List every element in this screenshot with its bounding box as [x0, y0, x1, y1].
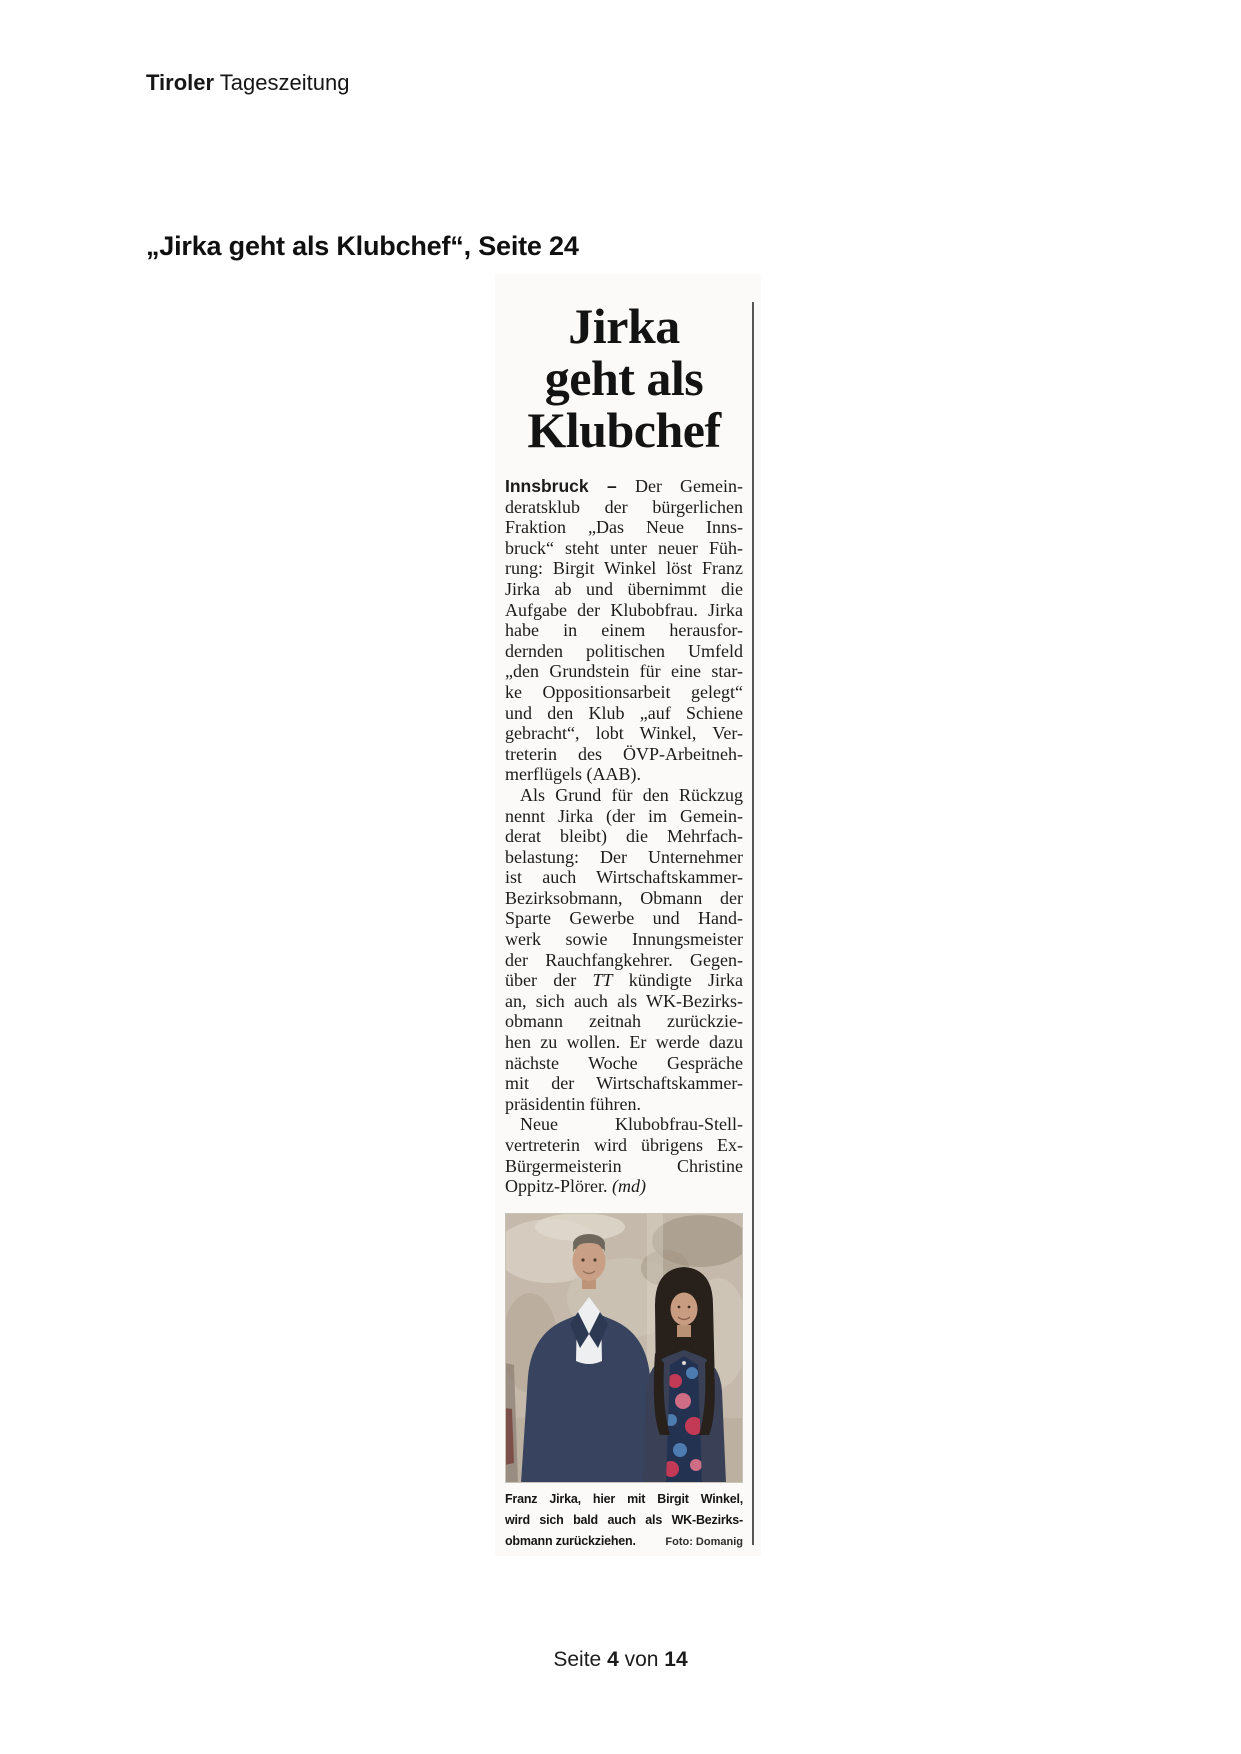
last-line-text: Oppitz-Plörer.: [505, 1176, 612, 1197]
body-line: gebracht“, lobt Winkel, Ver-: [505, 723, 743, 744]
paragraph-1-lines: [505, 497, 743, 785]
brand-regular: Tageszeitung: [214, 70, 350, 95]
body-line: Bezirksobmann, Obmann der: [505, 887, 743, 908]
footer-label-von: von: [624, 1648, 659, 1671]
tt-italic: TT: [592, 970, 613, 991]
article-headline-line: Jirka: [568, 298, 680, 354]
lead-dash: –: [588, 476, 636, 496]
column-divider-rule: [752, 302, 754, 1545]
article-headline: [505, 300, 743, 456]
body-line: dernden politischen Umfeld: [505, 640, 743, 661]
page-footer: [0, 1648, 1241, 1672]
body-line: „den Grundstein für eine star-: [505, 661, 743, 682]
newspaper-brand: [146, 70, 349, 96]
photo-credit: Foto: Domanig: [665, 1535, 743, 1548]
article-headline-line: geht als: [544, 350, 704, 406]
article-body: [505, 476, 743, 1197]
body-line: deratsklub der bürgerlichen: [505, 496, 743, 517]
body-line: präsidentin führen.: [505, 1093, 641, 1114]
body-line: ke Oppositionsarbeit gelegt“: [505, 681, 743, 702]
caption-line: Franz Jirka, hier mit Birgit Winkel,: [505, 1491, 743, 1506]
body-line: Aufgabe der Klubobfrau. Jirka: [505, 599, 743, 620]
clipping-reference-headline: „Jirka geht als Klubchef“, Seite 24: [146, 231, 579, 261]
caption-lines: [505, 1489, 743, 1531]
paragraph-3-lines: [505, 1114, 743, 1176]
body-line: werk sowie Innungsmeister: [505, 929, 743, 950]
body-line: Neue Klubobfrau-Stell-: [520, 1114, 743, 1135]
body-line: Sparte Gewerbe und Hand-: [505, 908, 743, 929]
tt-line-after: kündigte Jirka: [612, 970, 744, 991]
body-line: der Rauchfangkehrer. Gegen-: [505, 949, 743, 970]
body-line: nächste Woche Gespräche: [505, 1052, 743, 1073]
body-line: vertreterin wird übrigens Ex-: [505, 1135, 743, 1155]
body-line-tt: [505, 970, 743, 991]
body-line: Fraktion „Das Neue Inns-: [505, 517, 743, 538]
body-line: und den Klub „auf Schiene: [505, 702, 743, 723]
body-line: hen zu wollen. Er werde dazu: [505, 1032, 743, 1053]
body-line: obmann zeitnah zurückzie-: [505, 1011, 743, 1032]
article-photo: [505, 1213, 743, 1483]
body-line-last: [505, 1176, 743, 1197]
article-clipping: [505, 278, 743, 1552]
body-line: habe in einem herausfor-: [505, 620, 743, 641]
body-line: ist auch Wirtschaftskammer-: [505, 867, 743, 888]
author-initials: (md): [611, 1176, 646, 1197]
location-lead: Innsbruck: [505, 476, 589, 496]
body-line: an, sich auch als WK-Bezirks-: [505, 990, 743, 1011]
body-line: belastung: Der Unternehmer: [505, 846, 743, 867]
paragraph-2-lines-b: [505, 991, 743, 1115]
body-line: treterin des ÖVP-Arbeitneh-: [505, 743, 743, 764]
body-line: Jirka ab und übernimmt die: [505, 578, 743, 599]
lead-line-rest: Der Gemein-: [635, 476, 743, 496]
article-headline-line: Klubchef: [527, 402, 721, 458]
body-line: nennt Jirka (der im Gemein-: [505, 805, 743, 826]
body-line: derat bleibt) die Mehrfach-: [505, 826, 743, 847]
body-line: merflügels (AAB).: [505, 764, 641, 785]
body-line: Bürgermeisterin Christine: [505, 1155, 743, 1176]
body-line: bruck“ steht unter neuer Füh-: [505, 537, 743, 558]
paragraph-2-lines-a: [505, 785, 743, 970]
tt-line-before: über der: [505, 970, 593, 991]
brand-bold: Tiroler: [146, 70, 215, 95]
caption-last-line: [505, 1531, 743, 1552]
body-line: Als Grund für den Rückzug: [520, 784, 743, 805]
photo-caption: [505, 1489, 743, 1552]
footer-total-pages: 14: [664, 1648, 688, 1671]
caption-last-text: obmann zurückziehen.: [505, 1533, 636, 1548]
footer-label-seite: Seite: [553, 1648, 602, 1671]
body-line: rung: Birgit Winkel löst Franz: [505, 558, 743, 579]
footer-page-number: 4: [607, 1648, 619, 1671]
body-line-lead: [505, 476, 743, 497]
caption-line: wird sich bald auch als WK-Bezirks-: [505, 1512, 743, 1527]
body-line: mit der Wirtschaftskammer-: [505, 1073, 743, 1094]
article-photo-figure: [505, 1213, 743, 1552]
